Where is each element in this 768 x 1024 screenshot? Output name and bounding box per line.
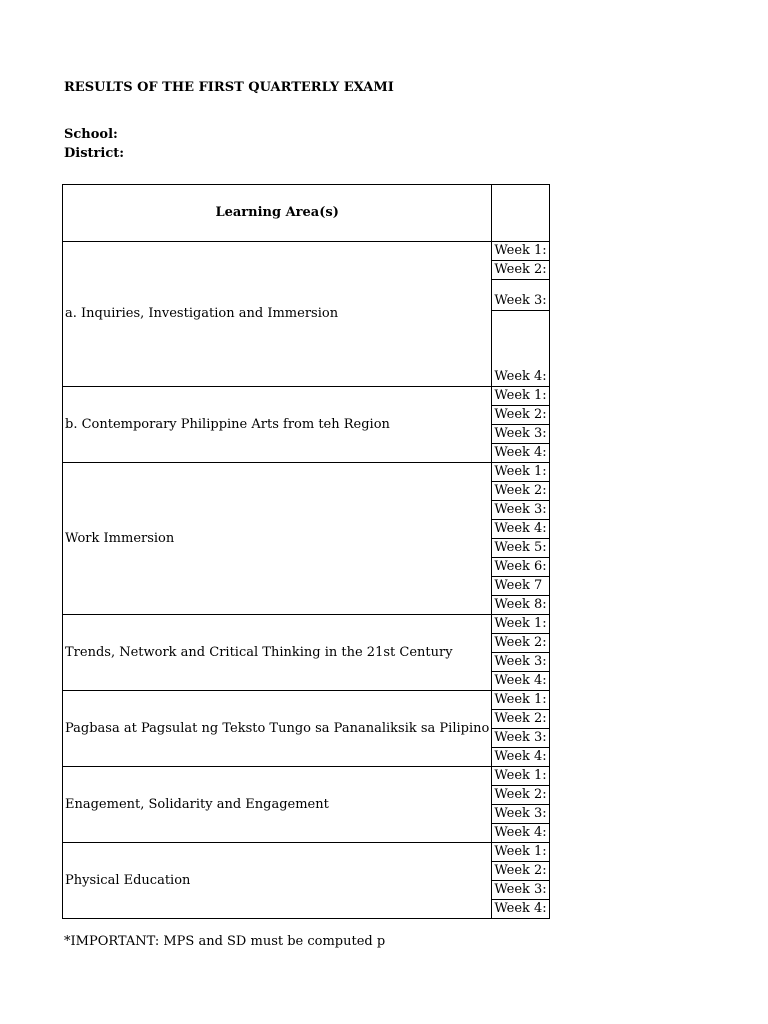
- week-cell: Week 3:: [492, 425, 549, 444]
- school-label: School:: [64, 127, 118, 142]
- week-cell: Week 2:: [492, 406, 549, 425]
- week-cell: Week 3:: [492, 881, 549, 900]
- learning-area-cell: Physical Education: [63, 843, 492, 919]
- week-cell: Week 4:: [492, 672, 549, 691]
- week-cell: Week 3:: [492, 280, 549, 311]
- week-cell: Week 4:: [492, 520, 549, 539]
- important-note: *IMPORTANT: MPS and SD must be computed p: [64, 934, 386, 949]
- week-cell: Week 3:: [492, 805, 549, 824]
- week-cell: Week 1:: [492, 463, 549, 482]
- week-cell: Week 4:: [492, 748, 549, 767]
- week-cell: Week 1:: [492, 387, 549, 406]
- week-cell: Week 8:: [492, 596, 549, 615]
- district-label: District:: [64, 146, 125, 161]
- week-cell: Week 7: [492, 577, 549, 596]
- table-row: [63, 691, 550, 710]
- week-cell: Week 2:: [492, 634, 549, 653]
- week-cell: Week 4:: [492, 311, 549, 387]
- learning-area-cell: Trends, Network and Critical Thinking in the 21st Century: [63, 615, 492, 691]
- week-cell: Week 1:: [492, 843, 549, 862]
- week-cell: Week 4:: [492, 824, 549, 843]
- week-cell: Week 5:: [492, 539, 549, 558]
- week-cell: Week 4:: [492, 900, 549, 919]
- week-cell: Week 4:: [492, 444, 549, 463]
- header-learning-area: Learning Area(s): [63, 185, 492, 242]
- week-cell: Week 1:: [492, 615, 549, 634]
- week-cell: Week 1:: [492, 767, 549, 786]
- table-header-row: [63, 185, 550, 242]
- week-cell: Week 1:: [492, 691, 549, 710]
- week-cell: Week 2:: [492, 482, 549, 501]
- learning-area-cell: Enagement, Solidarity and Engagement: [63, 767, 492, 843]
- table-row: [63, 463, 550, 482]
- learning-area-cell: Work Immersion: [63, 463, 492, 615]
- week-cell: Week 1:: [492, 242, 549, 261]
- table-row: [63, 767, 550, 786]
- week-cell: Week 6:: [492, 558, 549, 577]
- week-cell: Week 2:: [492, 786, 549, 805]
- table-row: [63, 387, 550, 406]
- header-column-2: [492, 185, 549, 242]
- week-cell: Week 2:: [492, 261, 549, 280]
- learning-area-cell: Pagbasa at Pagsulat ng Teksto Tungo sa Pananaliksik sa Pilipino: [63, 691, 492, 767]
- table-row: [63, 615, 550, 634]
- document-title: RESULTS OF THE FIRST QUARTERLY EXAMI: [64, 80, 394, 95]
- table-row: [63, 843, 550, 862]
- table-row: [63, 242, 550, 261]
- week-cell: Week 2:: [492, 710, 549, 729]
- learning-area-cell: b. Contemporary Philippine Arts from teh Region: [63, 387, 492, 463]
- results-table: [62, 184, 550, 919]
- week-cell: Week 3:: [492, 729, 549, 748]
- learning-area-cell: a. Inquiries, Investigation and Immersion: [63, 242, 492, 387]
- week-cell: Week 2:: [492, 862, 549, 881]
- week-cell: Week 3:: [492, 653, 549, 672]
- week-cell: Week 3:: [492, 501, 549, 520]
